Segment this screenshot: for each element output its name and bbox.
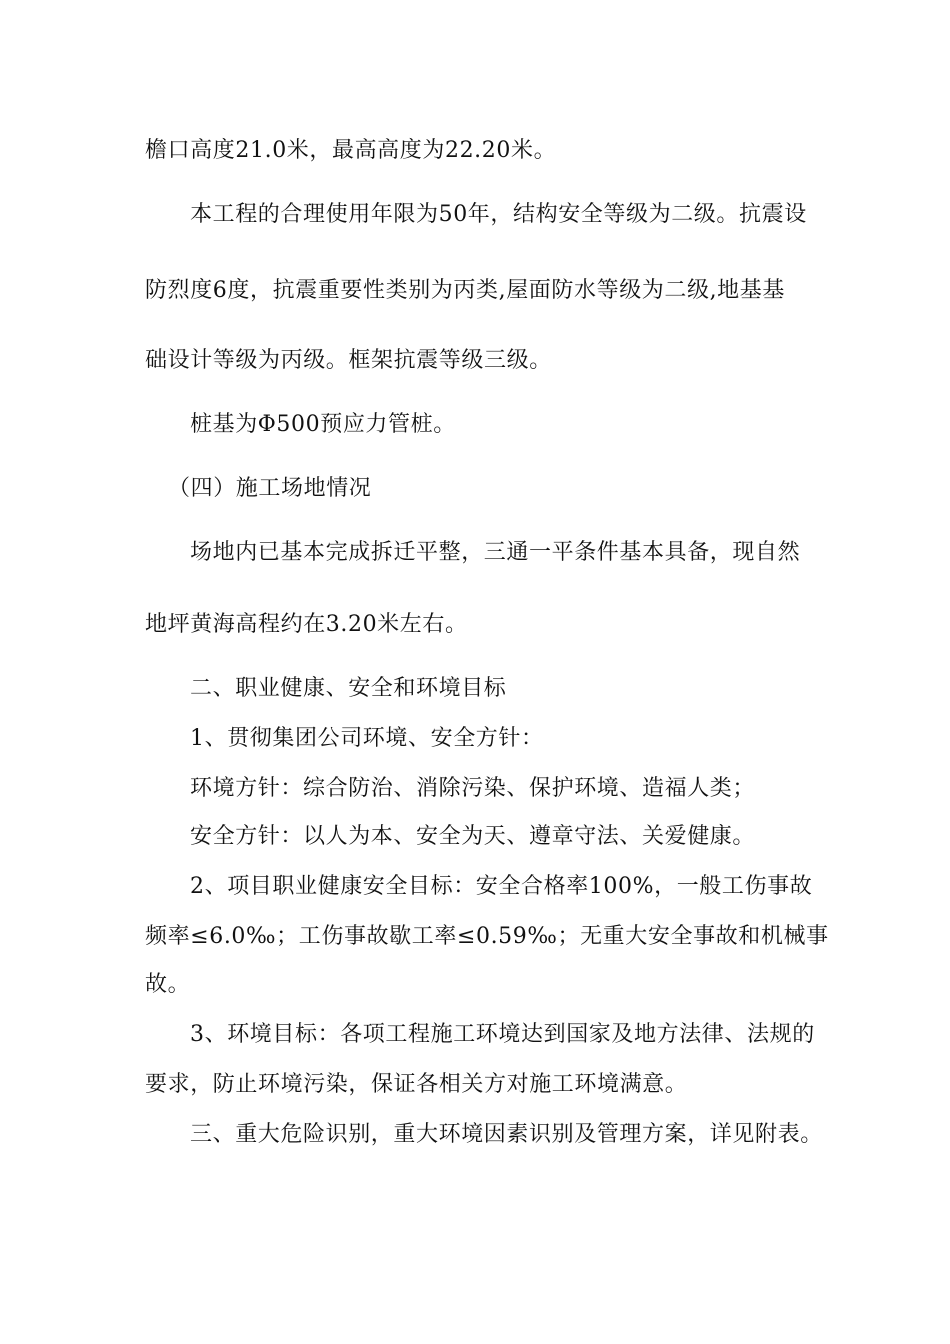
text-line-14: 频率≤6.0‰；工伤事故歇工率≤0.59‰；无重大安全事故和机械事 xyxy=(145,924,829,949)
text-line-1: 檐口高度21.0米，最高高度为22.20米。 xyxy=(145,138,557,163)
text-line-11: 环境方针：综合防治、消除污染、保护环境、造福人类； xyxy=(190,776,756,801)
text-line-16: 3、环境目标：各项工程施工环境达到国家及地方法律、法规的 xyxy=(190,1022,815,1047)
text-line-5: 桩基为Φ500预应力管桩。 xyxy=(190,412,456,437)
section-heading-site: （四）施工场地情况 xyxy=(168,476,372,501)
text-line-3: 防烈度6度，抗震重要性类别为丙类,屋面防水等级为二级,地基基 xyxy=(145,278,785,303)
section-heading-risks: 三、重大危险识别，重大环境因素识别及管理方案，详见附表。 xyxy=(190,1122,823,1147)
text-line-2: 本工程的合理使用年限为50年，结构安全等级为二级。抗震设 xyxy=(190,202,807,227)
text-line-12: 安全方针：以人为本、安全为天、遵章守法、关爱健康。 xyxy=(190,824,756,849)
text-line-13: 2、项目职业健康安全目标：安全合格率100%，一般工伤事故 xyxy=(190,874,813,899)
text-line-7: 场地内已基本完成拆迁平整，三通一平条件基本具备，现自然 xyxy=(190,540,801,565)
text-line-8: 地坪黄海高程约在3.20米左右。 xyxy=(145,612,468,637)
text-line-4: 础设计等级为丙级。框架抗震等级三级。 xyxy=(145,348,552,373)
text-line-10: 1、贯彻集团公司环境、安全方针： xyxy=(190,726,544,751)
text-line-17: 要求，防止环境污染，保证各相关方对施工环境满意。 xyxy=(145,1072,688,1097)
section-heading-goals: 二、职业健康、安全和环境目标 xyxy=(190,676,507,701)
text-line-15: 故。 xyxy=(145,972,191,997)
